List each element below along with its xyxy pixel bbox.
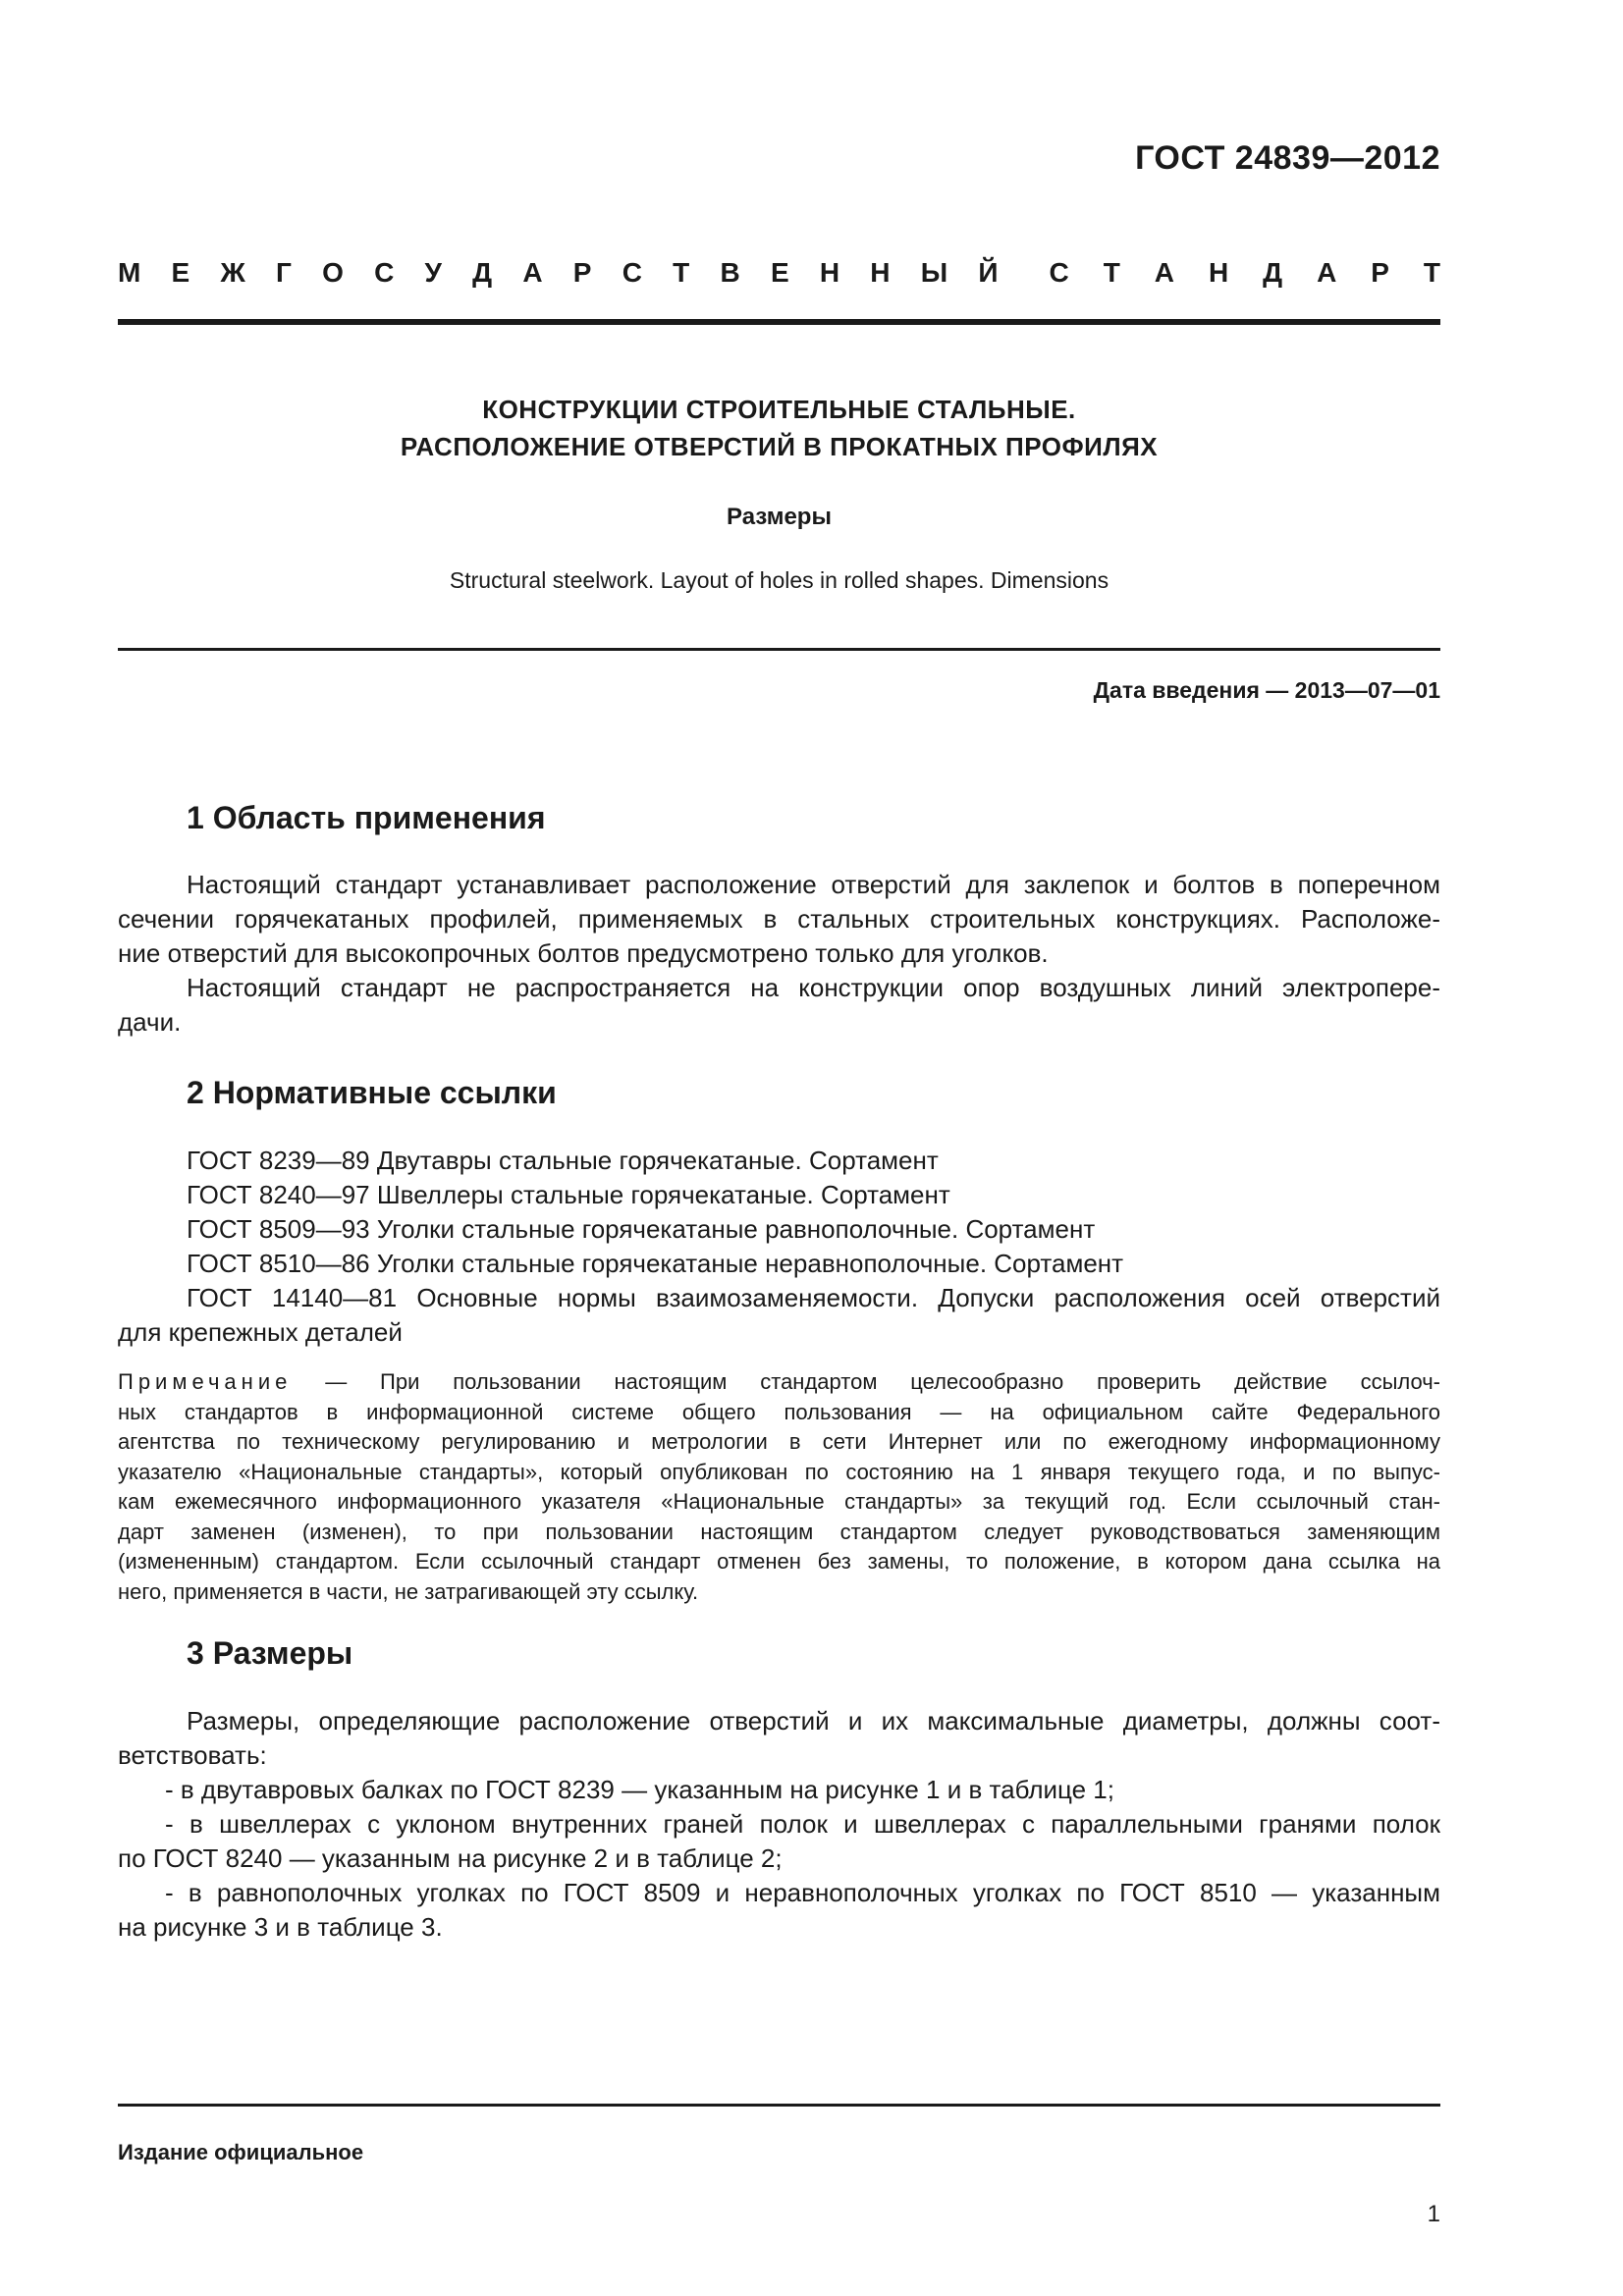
note-line: кам ежемесячного информационного указателя «Национальные стандарты» за текущий год. Если ссылочный стан-	[118, 1489, 1440, 1514]
title-rule	[118, 648, 1440, 651]
banner-letter: Й	[978, 257, 999, 288]
text-line: Настоящий стандарт устанавливает расположение отверстий для заклепок и болтов в поперечном	[187, 870, 1440, 899]
interstate-standard-banner	[118, 257, 1440, 289]
banner-letter: Е	[171, 257, 190, 288]
text-line: сечении горячекатаных профилей, применяемых в стальных строительных конструкциях. Расположе-	[118, 904, 1440, 934]
reference-item-continuation: для крепежных деталей	[118, 1317, 403, 1347]
banner-letter: О	[322, 257, 344, 288]
banner-letter: Д	[472, 257, 493, 288]
doc-code: ГОСТ 24839—2012	[1135, 139, 1440, 177]
banner-letter: Р	[1371, 257, 1389, 288]
reference-item: ГОСТ 8509—93 Уголки стальные горячекатаные равнополочные. Сортамент	[187, 1214, 1096, 1244]
banner-letter: С	[622, 257, 642, 288]
note-line: агентства по техническому регулированию и метрологии в сети Интернет или по ежегодному информационному	[118, 1429, 1440, 1454]
note-label: Примечание	[118, 1369, 293, 1394]
note-line: ных стандартов в информационной системе общего пользования — на официальном сайте Федерального	[118, 1399, 1440, 1424]
section-1-body	[118, 868, 1440, 1040]
banner-letter: Т	[1423, 257, 1440, 288]
banner-letter: Т	[673, 257, 690, 288]
date-of-introduction: Дата введения — 2013—07—01	[1093, 677, 1440, 703]
banner-letter: А	[1154, 257, 1175, 288]
section-2-heading: 2 Нормативные ссылки	[187, 1075, 557, 1110]
text-line: ние отверстий для высокопрочных болтов предусмотрено только для уголков.	[118, 938, 1049, 968]
note-line: Примечание — При пользовании настоящим стандартом целесообразно проверить действие ссылоч-	[118, 1369, 1440, 1394]
footer-rule	[118, 2104, 1440, 2107]
reference-item: ГОСТ 14140—81 Основные нормы взаимозаменяемости. Допуски расположения осей отверстий	[187, 1283, 1440, 1312]
banner-letter: Ж	[220, 257, 245, 288]
reference-item: ГОСТ 8239—89 Двутавры стальные горячекатаные. Сортамент	[187, 1146, 939, 1175]
note-line: (измененным) стандартом. Если ссылочный стандарт отменен без замены, то положение, в котором дана ссылка на	[118, 1549, 1440, 1574]
title-line-1: КОНСТРУКЦИИ СТРОИТЕЛЬНЫЕ СТАЛЬНЫЕ.	[482, 395, 1076, 424]
text-line: Настоящий стандарт не распространяется на конструкции опор воздушных линий электропере-	[187, 973, 1440, 1002]
section-1-heading: 1 Область применения	[187, 800, 546, 835]
banner-letter: М	[118, 257, 141, 288]
note-line: него, применяется в части, не затрагивающей эту ссылку.	[118, 1578, 699, 1604]
banner-letter: Г	[275, 257, 292, 288]
list-item: - в швеллерах с уклоном внутренних граней полок и швеллерах с параллельными гранями полок	[165, 1809, 1440, 1839]
banner-letter: Н	[870, 257, 891, 288]
banner-letter: Ы	[920, 257, 948, 288]
list-item: - в равнополочных уголках по ГОСТ 8509 и неравнополочных уголках по ГОСТ 8510 — указанным	[165, 1878, 1440, 1907]
banner-letter: У	[424, 257, 442, 288]
banner-letter: Д	[1263, 257, 1283, 288]
official-edition-label: Издание официальное	[118, 2140, 364, 2164]
text-line: дачи.	[118, 1007, 182, 1037]
interstate-word	[118, 257, 999, 289]
note-line: указателю «Национальные стандарты», который опубликован по состоянию на 1 января текущего года, и по выпус-	[118, 1459, 1440, 1484]
banner-letter: Т	[1103, 257, 1120, 288]
note-line: дарт заменен (изменен), то при пользовании настоящим стандартом следует руководствоваться заменяющим	[118, 1519, 1440, 1544]
banner-letter: А	[522, 257, 543, 288]
text-line: ветствовать:	[118, 1740, 267, 1770]
list-item-continuation: на рисунке 3 и в таблице 3.	[118, 1912, 443, 1942]
title-line-2: РАСПОЛОЖЕНИЕ ОТВЕРСТИЙ В ПРОКАТНЫХ ПРОФИЛЯХ	[400, 432, 1159, 461]
banner-letter: С	[1049, 257, 1069, 288]
standard-word	[1050, 257, 1440, 289]
page-number: 1	[1427, 2201, 1440, 2227]
english-title: Structural steelwork. Layout of holes in rolled shapes. Dimensions	[449, 567, 1109, 593]
banner-letter: Р	[572, 257, 592, 288]
subtitle: Размеры	[727, 504, 832, 530]
section-3-body	[118, 1704, 1440, 1945]
header-rule	[118, 319, 1440, 325]
banner-letter: В	[720, 257, 740, 288]
section-3-heading: 3 Размеры	[187, 1635, 353, 1671]
reference-item: ГОСТ 8510—86 Уголки стальные горячекатаные неравнополочные. Сортамент	[187, 1249, 1124, 1278]
list-item-continuation: по ГОСТ 8240 — указанным на рисунке 2 и в таблице 2;	[118, 1843, 783, 1873]
reference-item: ГОСТ 8240—97 Швеллеры стальные горячекатаные. Сортамент	[187, 1180, 950, 1209]
banner-letter: Н	[819, 257, 840, 288]
list-item: - в двутавровых балках по ГОСТ 8239 — указанным на рисунке 1 и в таблице 1;	[165, 1775, 1114, 1804]
banner-letter: С	[374, 257, 395, 288]
banner-letter: А	[1317, 257, 1337, 288]
text-line: Размеры, определяющие расположение отверстий и их максимальные диаметры, должны соот-	[187, 1706, 1440, 1735]
normative-references	[118, 1144, 1440, 1350]
note-block	[118, 1367, 1440, 1607]
banner-letter: Е	[770, 257, 789, 288]
banner-letter: Н	[1208, 257, 1229, 288]
